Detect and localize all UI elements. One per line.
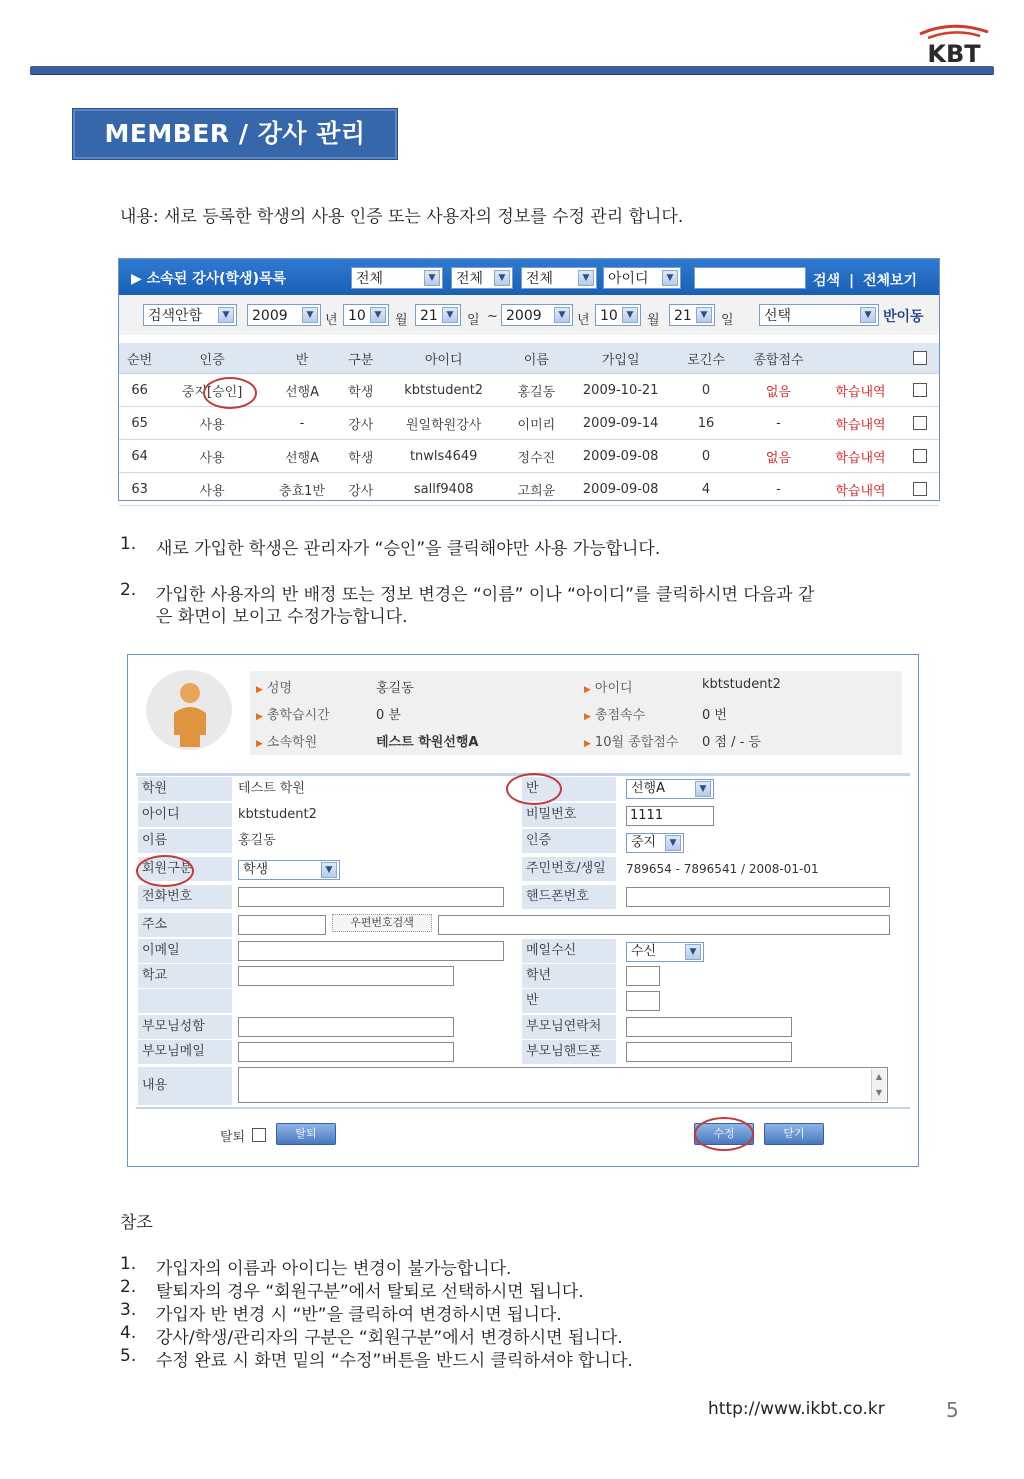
chevron-down-icon: ▼ [695, 781, 711, 797]
cell-type: 학생 [340, 440, 381, 473]
chevron-down-icon: ▼ [622, 307, 638, 323]
cell-no: 66 [119, 374, 160, 407]
filter-select-1[interactable]: 전체 ▼ [351, 267, 443, 289]
note-number: 5. [120, 1346, 137, 1366]
field-select[interactable]: 아이디 ▼ [603, 267, 681, 289]
cell-class: - [264, 407, 340, 440]
cell-check [902, 374, 939, 407]
page-number: 5 [946, 1398, 959, 1422]
auth-select[interactable]: 중지 ▼ [626, 833, 684, 853]
save-button[interactable]: 수정 [694, 1123, 754, 1145]
cell-date: 2009-09-08 [567, 473, 675, 506]
divider [136, 1107, 910, 1109]
note-number: 3. [120, 1300, 137, 1320]
member-list-screenshot [118, 258, 940, 501]
chevron-down-icon: ▼ [696, 307, 712, 323]
col-header [819, 343, 901, 374]
zipcode-field[interactable] [238, 915, 326, 935]
note-number: 2. [120, 1277, 137, 1297]
field-label: 인증 [522, 829, 616, 853]
cell-no: 63 [119, 473, 160, 506]
from-day-select[interactable]: 21 ▼ [415, 304, 461, 326]
info-label: 총학습시간 [266, 708, 330, 723]
row-checkbox[interactable] [913, 449, 927, 463]
table-row [119, 440, 939, 473]
step-number: 2. [120, 580, 137, 600]
to-month-select[interactable]: 10 ▼ [595, 304, 641, 326]
logo-text: KBT [927, 40, 981, 66]
unit-month: 월 [647, 313, 660, 328]
info-value: 테스트 학원선행A [376, 735, 479, 750]
cell-auth[interactable]: 중지[승인] [160, 374, 264, 407]
field-label: 학교 [138, 964, 232, 988]
cell-date: 2009-09-08 [567, 440, 675, 473]
table-header-row [119, 343, 939, 374]
cell-name[interactable]: 홍길동 [506, 374, 567, 407]
zipcode-search-button[interactable]: 우편번호검색 [332, 914, 432, 932]
notes-title: 참조 [120, 1213, 153, 1233]
parent-mobile-field[interactable] [626, 1042, 792, 1062]
filter-select-2[interactable]: 전체 ▼ [451, 267, 513, 289]
field-label: 내용 [138, 1067, 232, 1105]
link-separator: | [848, 273, 855, 289]
note-text: 수정 완료 시 화면 밑의 “수정”버튼을 반드시 클릭하셔야 합니다. [156, 1351, 633, 1371]
field-label: 부모님메일 [138, 1040, 232, 1064]
field-label: 이름 [138, 829, 232, 853]
info-label: 10월 종합점수 [594, 735, 679, 750]
cell-check [902, 440, 939, 473]
cell-score: 없음 [737, 440, 819, 473]
cell-score: - [737, 473, 819, 506]
info-value: 0 점 / - 등 [702, 735, 761, 750]
cell-auth[interactable]: 사용 [160, 440, 264, 473]
field-label: 주소 [138, 913, 232, 937]
col-header: 이름 [506, 343, 567, 374]
highlight-circle-save [694, 1117, 754, 1151]
col-header: 반 [264, 343, 340, 374]
close-button[interactable]: 닫기 [764, 1123, 824, 1145]
school-field[interactable] [238, 966, 454, 986]
col-header: 순번 [119, 343, 160, 374]
note-text: 가입자의 이름과 아이디는 변경이 불가능합니다. [156, 1259, 512, 1279]
id-value: kbtstudent2 [238, 807, 317, 822]
cell-logins: 0 [675, 440, 738, 473]
bullet-icon: ▶ [584, 685, 591, 695]
note-item [120, 1300, 920, 1325]
field-label: 회원구분 [138, 857, 232, 881]
cell-no: 64 [119, 440, 160, 473]
cell-type: 강사 [340, 407, 381, 440]
scrollbar[interactable]: ▲ ▼ [871, 1069, 886, 1101]
parent-contact-field[interactable] [626, 1017, 792, 1037]
cell-type: 학생 [340, 374, 381, 407]
cell-class: 선행A [264, 440, 340, 473]
note-item [120, 1323, 920, 1348]
cell-name[interactable]: 이미리 [506, 407, 567, 440]
unit-year: 년 [577, 313, 590, 328]
bullet-icon: ▶ [584, 712, 591, 722]
unit-year: 년 [325, 313, 338, 328]
info-value: 0 번 [702, 708, 727, 723]
note-item [120, 1254, 920, 1279]
grade-field[interactable] [626, 966, 660, 986]
mail-receive-select[interactable]: 수신 ▼ [626, 942, 704, 962]
header-bar [30, 66, 994, 74]
cell-id[interactable]: 원일학원강사 [381, 407, 506, 440]
field-label: 주민번호/생일 [522, 857, 616, 881]
col-header: 로긴수 [675, 343, 738, 374]
row-checkbox[interactable] [913, 416, 927, 430]
note-text: 탈퇴자의 경우 “회원구분”에서 탈퇴로 선택하시면 됩니다. [156, 1282, 584, 1302]
to-day-select[interactable]: 21 ▼ [669, 304, 715, 326]
unit-day: 일 [721, 313, 734, 328]
col-header: 구분 [340, 343, 381, 374]
cell-check [902, 407, 939, 440]
col-header: 아이디 [381, 343, 506, 374]
cell-logins: 4 [675, 473, 738, 506]
note-number: 1. [120, 1254, 137, 1274]
footer-url[interactable]: http://www.ikbt.co.kr [708, 1399, 885, 1419]
date-search-select[interactable]: 검색안함 ▼ [143, 304, 237, 326]
email-field[interactable] [238, 941, 504, 961]
member-table [119, 343, 939, 506]
info-label: 총점속수 [594, 708, 646, 723]
withdraw-label: 탈퇴 [220, 1130, 246, 1145]
academy-value: 테스트 학원 [238, 781, 305, 796]
section-title: MEMBER / 강사 관리 [72, 108, 398, 160]
history-link[interactable]: 학습내역 [819, 374, 901, 407]
address-field[interactable] [438, 915, 890, 935]
field-label[interactable]: 반 [522, 777, 616, 801]
row-checkbox[interactable] [913, 383, 927, 397]
chevron-down-icon: ▼ [321, 862, 337, 878]
step-item [120, 580, 920, 628]
note-item [120, 1277, 920, 1302]
phone-field[interactable] [238, 887, 504, 907]
view-all-link[interactable]: 전체보기 [862, 273, 918, 289]
avatar-icon [146, 669, 232, 751]
move-class-select[interactable]: 선택 ▼ [759, 304, 879, 326]
cell-id[interactable]: tnwls4649 [381, 440, 506, 473]
chevron-down-icon: ▼ [218, 307, 234, 323]
unit-day: 일 [467, 313, 480, 328]
withdraw-checkbox[interactable] [252, 1128, 266, 1142]
cell-id[interactable]: kbtstudent2 [381, 374, 506, 407]
note-text: 가입자 반 변경 시 “반”을 클릭하여 변경하시면 됩니다. [156, 1305, 562, 1325]
search-link[interactable]: 검색 [813, 273, 841, 289]
field-label: 학년 [522, 964, 616, 988]
select-all-header [902, 343, 939, 374]
step-item [120, 534, 920, 558]
cell-class: 충효1반 [264, 473, 340, 506]
step-text: 새로 가입한 학생은 관리자가 “승인”을 클릭해야만 사용 가능합니다. [156, 539, 661, 559]
from-month-select[interactable]: 10 ▼ [343, 304, 389, 326]
filter-select-3[interactable]: 전체 ▼ [521, 267, 597, 289]
row-checkbox[interactable] [913, 482, 927, 496]
range-tilde: ~ [487, 309, 498, 324]
field-label: 부모님성함 [138, 1015, 232, 1039]
cell-score: 없음 [737, 374, 819, 407]
step-number: 1. [120, 534, 137, 554]
class-select[interactable]: 선행A ▼ [626, 779, 714, 799]
chevron-down-icon: ▼ [302, 307, 318, 323]
step-text: 가입한 사용자의 반 배정 또는 정보 변경은 “이름” 이나 “아이디”를 클릭하시면 다음과 같 [156, 585, 815, 605]
parent-name-field[interactable] [238, 1017, 454, 1037]
highlight-circle-class [506, 773, 562, 805]
history-link[interactable]: 학습내역 [819, 440, 901, 473]
cell-name[interactable]: 정수진 [506, 440, 567, 473]
cell-no: 65 [119, 407, 160, 440]
history-link[interactable]: 학습내역 [819, 473, 901, 506]
chevron-down-icon: ▼ [554, 307, 570, 323]
field-label: 반 [522, 989, 616, 1013]
note-item [120, 1346, 920, 1371]
chevron-down-icon: ▼ [442, 307, 458, 323]
from-year-select[interactable]: 2009 ▼ [247, 304, 321, 326]
field-label: 메일수신 [522, 939, 616, 963]
bullet-icon: ▶ [256, 685, 263, 695]
chevron-down-icon: ▼ [494, 270, 510, 286]
cell-name[interactable]: 고희윤 [506, 473, 567, 506]
field-label: 전화번호 [138, 885, 232, 909]
info-label: 성명 [266, 681, 293, 696]
info-label: 소속학원 [266, 735, 318, 750]
bullet-icon: ▶ [256, 739, 263, 749]
field-label: 핸드폰번호 [522, 885, 616, 909]
chevron-down-icon: ▼ [662, 270, 678, 286]
to-year-select[interactable]: 2009 ▼ [501, 304, 573, 326]
bullet-icon: ▶ [256, 712, 263, 722]
note-number: 4. [120, 1323, 137, 1343]
field-label: 부모님핸드폰 [522, 1040, 616, 1064]
cell-score: - [737, 407, 819, 440]
field-label: 비밀번호 [522, 803, 616, 827]
field-label: 부모님연락처 [522, 1015, 616, 1039]
col-header: 종합점수 [737, 343, 819, 374]
class-number-field[interactable] [626, 991, 660, 1011]
chevron-down-icon: ▼ [578, 270, 594, 286]
highlight-circle-member-type [136, 855, 194, 887]
member-detail-screenshot [127, 654, 919, 1167]
cell-logins: 0 [675, 374, 738, 407]
chevron-down-icon: ▼ [424, 270, 440, 286]
cell-logins: 16 [675, 407, 738, 440]
table-row [119, 473, 939, 506]
field-label-empty [138, 989, 232, 1013]
member-type-select[interactable]: 학생 ▼ [238, 860, 340, 880]
list-title: ▶ 소속된 강사(학생)목록 [131, 271, 287, 287]
table-row [119, 407, 939, 440]
info-label: 아이디 [594, 681, 633, 696]
cell-date: 2009-10-21 [567, 374, 675, 407]
bullet-icon: ▶ [584, 739, 591, 749]
field-label: 아이디 [138, 803, 232, 827]
intro-text: 내용: 새로 등록한 학생의 사용 인증 또는 사용자의 정보를 수정 관리 합니다. [120, 207, 684, 227]
info-value: 0 분 [376, 708, 401, 723]
parent-email-field[interactable] [238, 1042, 454, 1062]
info-value: 홍길동 [376, 681, 414, 696]
chevron-down-icon: ▼ [665, 835, 681, 851]
note-text: 강사/학생/관리자의 구분은 “회원구분”에서 변경하시면 됩니다. [156, 1328, 623, 1348]
search-input[interactable] [694, 267, 806, 289]
cell-id[interactable]: sallf9408 [381, 473, 506, 506]
withdraw-button[interactable]: 탈퇴 [276, 1123, 336, 1145]
cell-date: 2009-09-14 [567, 407, 675, 440]
step-text: 은 화면이 보이고 수정가능합니다. [156, 607, 408, 627]
cell-auth[interactable]: 사용 [160, 473, 264, 506]
password-field[interactable]: 1111 [626, 806, 714, 826]
chevron-down-icon: ▼ [370, 307, 386, 323]
cell-auth[interactable]: 사용 [160, 407, 264, 440]
chevron-down-icon: ▼ [860, 307, 876, 323]
content-textarea[interactable] [238, 1067, 888, 1103]
move-class-button[interactable]: 반이동 [883, 309, 924, 325]
mobile-field[interactable] [626, 887, 890, 907]
col-header: 인증 [160, 343, 264, 374]
info-value: kbtstudent2 [702, 677, 781, 692]
highlight-circle-approve [203, 377, 257, 409]
cell-type: 강사 [340, 473, 381, 506]
history-link[interactable]: 학습내역 [819, 407, 901, 440]
summary-info [250, 671, 902, 755]
cell-class: 선행A [264, 374, 340, 407]
rrn-value: 789654 - 7896541 / 2008-01-01 [626, 862, 819, 876]
unit-month: 월 [395, 313, 408, 328]
chevron-down-icon: ▼ [685, 944, 701, 960]
select-all-checkbox[interactable] [913, 351, 927, 365]
field-label: 학원 [138, 777, 232, 801]
name-value: 홍길동 [238, 833, 276, 848]
col-header: 가입일 [567, 343, 675, 374]
kbt-logo [914, 22, 994, 66]
field-label: 이메일 [138, 939, 232, 963]
cell-check [902, 473, 939, 506]
